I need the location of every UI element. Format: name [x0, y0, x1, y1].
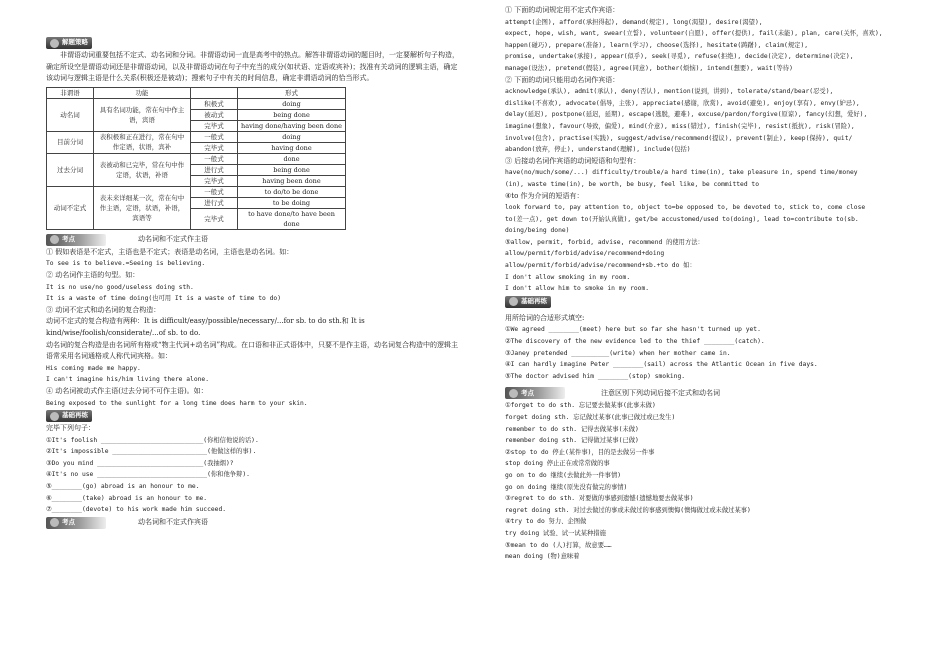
- text-line: His coming made me happy.: [46, 364, 141, 372]
- text-line: ① 下面的动词规定用不定式作宾语：: [505, 6, 620, 14]
- text-line: abandon(放弃，停止), understand(理解), include(包括): [505, 146, 691, 154]
- text-line: allow/permit/forbid/advise/recommend+doing: [505, 250, 665, 258]
- section-title: 动名词和不定式作主语: [138, 234, 208, 243]
- header-cell: 非谓语: [47, 87, 94, 98]
- badge-icon: [50, 39, 59, 48]
- text-line: ⑤allow, permit, forbid, advise, recommend 的使用方法：: [505, 238, 704, 246]
- form-type: 积极式: [191, 98, 238, 109]
- header-cell: 功能: [94, 87, 191, 98]
- compare-item: remember to do sth. 记得去做某事(未做): [505, 425, 639, 433]
- badge-icon: [509, 297, 518, 306]
- fill-title: 用所给词的合适形式填空:: [505, 313, 585, 322]
- fill-item: ①We agreed ________(meet) here but so far she hasn't turned up yet.: [505, 326, 761, 334]
- form-value: to do/to be done: [238, 186, 346, 197]
- exercise-item: ①It's foolish ___________________________(你相信他说的话).: [46, 436, 259, 444]
- exercise-item: ③Do you mind ____________________________(我抽烟)?: [46, 459, 234, 467]
- form-type: 一般式: [191, 131, 238, 142]
- exercise-item: ②It's impossible _________________________(他做这样的事).: [46, 448, 257, 456]
- nonfinite-table: [46, 87, 346, 230]
- badge-icon: [50, 235, 59, 244]
- text-line: attempt(企图), afford(承担得起), demand(规定), long(渴望), desire(渴望),: [505, 18, 763, 26]
- kaodian-banner-compare: [505, 386, 915, 400]
- compare-item: ①forget to do sth. 忘记要去做某事(此事未做): [505, 402, 656, 410]
- exercise-item: ⑤________(go) abroad is an honour to me.: [46, 483, 200, 491]
- right-column: [505, 0, 915, 672]
- kaodian-badge: 考点: [46, 234, 106, 246]
- table-header: [47, 87, 346, 98]
- left-column: [46, 0, 460, 672]
- intro-paragraph: 非谓语动词重要包括不定式、动名词和分词。非谓语动词一直是高考中的热点。解答非谓语动词的题目时，一定要解析句子构造，确定所设空是谓语动词还是非谓语动词，以及非谓语动词在句子中充当的成分(如状语、定语或宾补)；找准有关动词的逻辑主语，确定该动词与逻辑主语是什么关系(积极还是被动)；搜索句子中有关的时间信息，确定非谓语动词的恰当形式。: [46, 51, 459, 83]
- row-function: 表未来详细某一次，常在句中作主语，定语，状语，补语，宾语等: [94, 186, 191, 229]
- form-value: being done: [238, 109, 346, 120]
- badge-icon: [50, 518, 59, 527]
- verb-lists: [505, 5, 915, 295]
- compare-item: ②stop to do 停止(某件事)，目的是去做另一件事: [505, 448, 655, 456]
- text-line: To see is to believe.=Seeing is believing.: [46, 260, 206, 268]
- text-line: expect, hope, wish, want, swear(立誓), volunteer(自愿), offer(提供), fail(未能), plan, care(关怀，喜欢),: [505, 30, 883, 38]
- exercise-item: ⑥________(take) abroad is an honour to me.: [46, 494, 208, 502]
- section-title: 注意区别下列动词后接不定式和动名词: [601, 388, 720, 397]
- kaodian-banner-object: [46, 516, 460, 530]
- form-type: 进行式: [191, 197, 238, 208]
- text-line: I don't allow smoking in my room.: [505, 273, 631, 281]
- text-line: allow/permit/forbid/advise/recommend+sb.+to do 如：: [505, 262, 696, 270]
- text-line: I don't allow him to smoke in my room.: [505, 285, 650, 293]
- practice-badge: 基础再练: [46, 410, 92, 422]
- header-cell: [191, 87, 238, 98]
- compare-list: [505, 400, 915, 562]
- compare-item: stop doing 停止正在或常常做的事: [505, 460, 610, 468]
- text-line: have(no/much/some/...) difficulty/trouble/a hard time(in), take pleasure in, spend time/money: [505, 169, 858, 177]
- table-row: [47, 186, 346, 197]
- text-line: ③ 后接动名词作宾语的动词短语和句型有：: [505, 156, 641, 165]
- form-value: having done/having been done: [238, 120, 346, 131]
- text-line: (in), waste time(in), be worth, be busy, feel like, be committed to: [505, 180, 760, 188]
- fill-item: ④I can hardly imagine Peter ________(sail) across the Atlantic Ocean in five days.: [505, 361, 818, 369]
- row-name: 目前分词: [47, 131, 94, 153]
- exercise-list: [46, 435, 460, 516]
- compare-item: go on doing 继续(原先没有做完的事情): [505, 483, 628, 491]
- form-type: 被动式: [191, 109, 238, 120]
- table-row: [47, 98, 346, 109]
- compare-item: remember doing sth. 记得做过某事(已做): [505, 437, 639, 445]
- form-value: having done: [238, 142, 346, 153]
- subject-notes: [46, 247, 460, 409]
- form-type: 完毕式: [191, 142, 238, 153]
- text-line: look forward to, pay attention to, object to=be opposed to, be devoted to, stick to, come close: [505, 204, 866, 212]
- fill-item: ③Janey pretended __________(write) when her mother came in.: [505, 349, 731, 357]
- form-type: 进行式: [191, 164, 238, 175]
- fill-item: ⑤The doctor advised him ________(stop) smoking.: [505, 372, 686, 380]
- table-row: [47, 153, 346, 164]
- text-line: 动词不定式的复合构造有两种：It is difficult/easy/possible/necessary/...for sb. to do sth.和 It is kind/wise/foolish/considerate/...of sb. to do.: [46, 317, 365, 337]
- header-cell: 形式: [238, 87, 346, 98]
- form-value: done: [238, 153, 346, 164]
- row-function: 表积极和正在进行，常在句中作定语，状语，宾补: [94, 131, 191, 153]
- form-value: to be doing: [238, 197, 346, 208]
- form-type: 完毕式: [191, 208, 238, 229]
- text-line: happen(碰巧), prepare(准备), learn(学习), choose(选择), hesitate(踌躇), claim(规定),: [505, 41, 809, 49]
- compare-item: mean doing (物)意味着: [505, 553, 580, 561]
- text-line: promise, undertake(承接), appear(似乎), seek(寻觅), refuse(拒绝), decide(决定), determine(决定),: [505, 53, 854, 61]
- badge-icon: [50, 412, 59, 421]
- badge-icon: [509, 389, 518, 398]
- text-line: involve(包含), practise(实践), suggest/advise/recommend(提议), prevent(制止), keep(保持), quit/: [505, 134, 853, 142]
- form-value: being done: [238, 164, 346, 175]
- kaodian-badge: 考点: [46, 517, 106, 529]
- text-line: to(差一点), get down to(开始认真做), get/be accustomed/used to(doing), lead to=contribute to(sb.: [505, 215, 859, 223]
- text-line: doing/being done): [505, 227, 570, 235]
- compare-item: try doing 试验、试一试某种措施: [505, 529, 606, 537]
- row-name: 动名词: [47, 98, 94, 131]
- form-value: doing: [238, 131, 346, 142]
- fill-list: [505, 324, 915, 382]
- practice-banner-2: [505, 295, 915, 309]
- exercise-title: 完毕下列句子：: [46, 424, 95, 433]
- exercise-item: ⑦________(devote) to his work made him succeed.: [46, 506, 227, 514]
- strategy-badge: 解题策略: [46, 37, 92, 49]
- practice-banner: [46, 409, 460, 423]
- form-type: 一般式: [191, 186, 238, 197]
- compare-item: forget doing sth. 忘记做过某事(此事已做过或已发生): [505, 414, 676, 421]
- text-line: ② 下面的动词只能用动名词作宾语：: [505, 75, 620, 84]
- text-line: ② 动名词作主语的句型。如：: [46, 270, 140, 279]
- text-line: ③ 动词不定式和动名词的复合构造：: [46, 305, 161, 314]
- form-type: 完毕式: [191, 175, 238, 186]
- row-function: 具有名词功能，常在句中作主语，宾语: [94, 98, 191, 131]
- kaodian-banner-subject: [46, 233, 460, 247]
- form-type: 完毕式: [191, 120, 238, 131]
- text-line: ① 假如表语是不定式，主语也是不定式；表语是动名词，主语也是动名词。如：: [46, 247, 294, 256]
- kaodian-badge: 考点: [505, 387, 565, 399]
- text-line: It is a waste of time doing(也可用 It is a waste of time to do): [46, 295, 281, 303]
- text-line: Being exposed to the sunlight for a long time does harm to your skin.: [46, 399, 308, 407]
- text-line: acknowledge(承认), admit(承认), deny(否认), mention(说到，讲到), tolerate/stand/bear(忍受),: [505, 88, 834, 96]
- text-paragraph: 动名词的复合构造是由名词所有格或“物主代词+动名词”构成。在口语和非正式语体中，只要不是作主语，动名词复合构造中的逻辑主语常采用名词通格或人称代词宾格。如：: [46, 340, 459, 361]
- text-line: manage(设法), pretend(假装), agree(同意), bother(烦恼), intend(想要), wait(等待): [505, 64, 793, 72]
- text-line: delay(延迟), postpone(延迟，延期), escape(逃脱，避难), excuse/pardon/forgive(原谅), fancy(幻想，爱好),: [505, 111, 868, 119]
- form-type: 一般式: [191, 153, 238, 164]
- row-function: 表被动和已完毕，常在句中作定语，状语，补语: [94, 153, 191, 186]
- form-value: to have done/to have been done: [238, 208, 346, 229]
- table-row: [47, 131, 346, 142]
- text-line: imagine(想象), favour(导致，偏爱), mind(介意), miss(错过), finish(完毕), resist(抵抗), risk(冒险),: [505, 122, 855, 130]
- text-line: It is no use/no good/useless doing sth.: [46, 283, 194, 291]
- compare-item: go on to do 继续(去做此外一件事情): [505, 471, 622, 479]
- row-name: 过去分词: [47, 153, 94, 186]
- section-title: 动名词和不定式作宾语: [138, 518, 208, 527]
- text-line: I can't imagine his/him living there alone.: [46, 376, 210, 384]
- form-value: doing: [238, 98, 346, 109]
- fill-item: ②The discovery of the new evidence led to the thief ________(catch).: [505, 338, 765, 346]
- form-value: having been done: [238, 175, 346, 186]
- row-name: 动词不定式: [47, 186, 94, 229]
- strategy-banner: [46, 36, 460, 50]
- compare-item: ④try to do 努力、企图做: [505, 518, 587, 526]
- practice-badge: 基础再练: [505, 296, 551, 308]
- text-line: dislike(不喜欢), advocate(倡导，主张), appreciate(感谢，欣赏), avoid(避免), enjoy(享有), envy(妒忌),: [505, 99, 860, 107]
- compare-item: regret doing sth. 对过去做过的事或未做过的事感到懊悔(懊悔做过或未做过某事): [505, 506, 751, 514]
- text-line: ④ 动名词被动式作主语(过去分词不可作主语)。如：: [46, 386, 208, 395]
- text-line: ④to 作为介词的短语有：: [505, 191, 584, 200]
- compare-item: ⑤mean to do (人)打算，故意要……: [505, 541, 612, 549]
- compare-item: ③regret to do sth. 对要做的事感到遗憾(遗憾地要去做某事): [505, 495, 694, 503]
- exercise-item: ④It's no use _____________________________(你和他争辩).: [46, 471, 250, 479]
